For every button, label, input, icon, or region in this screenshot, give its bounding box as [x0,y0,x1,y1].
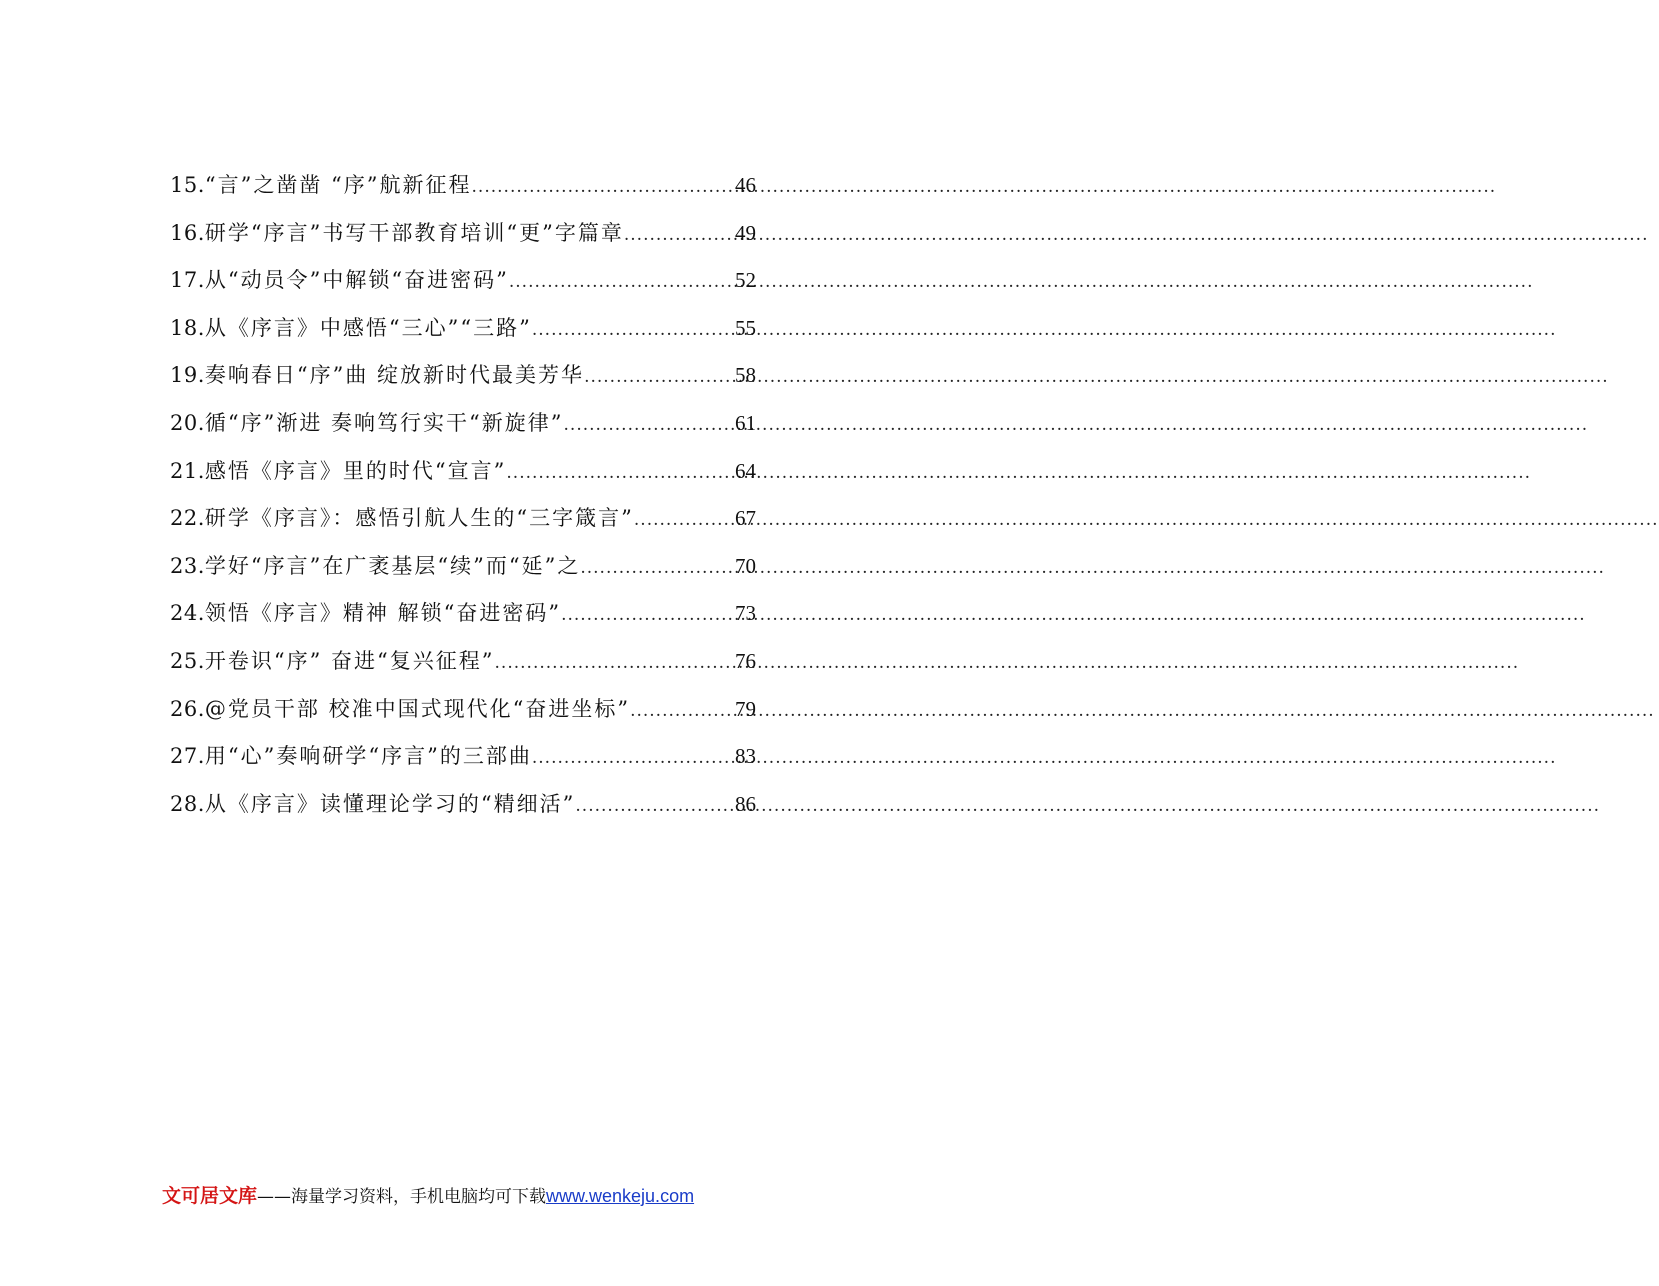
toc-entry-page: 55 [735,315,756,340]
toc-entry-number: 15. [170,173,205,197]
toc-entry-title: “言”之凿凿 “序”航新征程 [204,173,472,197]
footer-slogan: ——海量学习资料，手机电脑均可下载 [257,1187,547,1207]
toc-entry-page: 61 [735,410,756,435]
toc-entry-title: 研学《序言》：感悟引航人生的“三字箴言” [204,506,634,531]
toc-entry-page: 58 [735,363,756,388]
toc-dot-leader [630,688,734,736]
toc-entry-number: 22. [170,506,205,531]
toc-entry-number: 24. [170,601,205,626]
toc-entry[interactable] [170,590,756,638]
toc-entry-number: 25. [170,648,205,673]
toc-entry-page: 73 [735,601,756,626]
toc-entry-title: 从《序言》读懂理论学习的“精细活” [204,791,576,816]
toc-entry-title: 开卷识“序” 奋进“复兴征程” [204,648,495,673]
toc-entry[interactable] [170,448,756,496]
toc-dot-leader [584,354,734,402]
toc-entry-number: 16. [170,220,205,245]
toc-entry-number: 17. [170,268,205,293]
toc-entry[interactable] [170,638,756,686]
toc-dot-leader [472,164,734,212]
toc-entry[interactable] [170,305,756,353]
toc-entry-title: @党员干部 校准中国式现代化“奋进坐标” [204,696,631,721]
toc-entry[interactable] [170,162,756,210]
toc-entry-title: 用“心”奏响研学“序言”的三部曲 [204,744,532,769]
toc-dot-leader [509,259,734,307]
toc-entry[interactable] [170,352,756,400]
toc-entry-page: 52 [735,268,756,293]
table-of-contents [170,162,756,828]
toc-dot-leader [580,545,734,593]
toc-entry-number: 23. [170,553,205,578]
toc-entry-page: 83 [735,744,756,769]
toc-entry-number: 21. [170,458,205,483]
toc-entry[interactable] [170,495,756,543]
toc-entry-page: 49 [735,220,756,245]
toc-entry-number: 19. [170,363,205,388]
toc-dot-leader [634,497,734,545]
toc-dot-leader [564,402,734,450]
page-footer [162,1182,762,1211]
brand-name: 文可居文库 [162,1185,258,1207]
toc-entry[interactable] [170,733,756,781]
toc-dot-leader [624,212,734,260]
website-link[interactable]: www.wenkeju.com [546,1186,695,1206]
toc-entry-title: 感悟《序言》里的时代“宣言” [204,458,507,483]
toc-dot-leader [561,592,734,640]
toc-entry-title: 领悟《序言》精神 解锁“奋进密码” [204,601,562,626]
toc-entry-number: 20. [170,410,205,435]
toc-entry-page: 79 [735,696,756,721]
toc-entry-page: 64 [735,458,756,483]
toc-dot-leader [532,735,734,783]
toc-entry-title: 从“动员令”中解锁“奋进密码” [204,268,509,293]
toc-entry[interactable] [170,400,756,448]
toc-entry-number: 28. [170,791,205,816]
toc-entry-number: 26. [170,696,205,721]
toc-dot-leader [495,640,734,688]
toc-entry-page: 76 [735,648,756,673]
toc-entry[interactable] [170,543,756,591]
toc-entry[interactable] [170,781,756,829]
toc-entry-number: 18. [170,315,205,340]
toc-entry[interactable] [170,686,756,734]
toc-entry[interactable] [170,210,756,258]
toc-dot-leader [575,783,734,831]
toc-entry-page: 70 [735,553,756,578]
toc-entry[interactable] [170,257,756,305]
toc-entry-number: 27. [170,744,205,769]
toc-dot-leader [506,450,734,498]
toc-entry-page: 67 [735,506,756,531]
toc-entry-title: 研学“序言”书写干部教育培训“更”字篇章 [204,220,624,245]
toc-entry-page: 46 [735,173,756,197]
toc-entry-page: 86 [735,791,756,816]
toc-entry-title: 循“序”渐进 奏响笃行实干“新旋律” [204,410,564,435]
toc-dot-leader [532,307,734,355]
toc-entry-title: 学好“序言”在广袤基层“续”而“延”之 [204,553,581,578]
toc-entry-title: 奏响春日“序”曲 绽放新时代最美芳华 [204,363,585,388]
toc-entry-title: 从《序言》中感悟“三心”“三路” [204,315,532,340]
